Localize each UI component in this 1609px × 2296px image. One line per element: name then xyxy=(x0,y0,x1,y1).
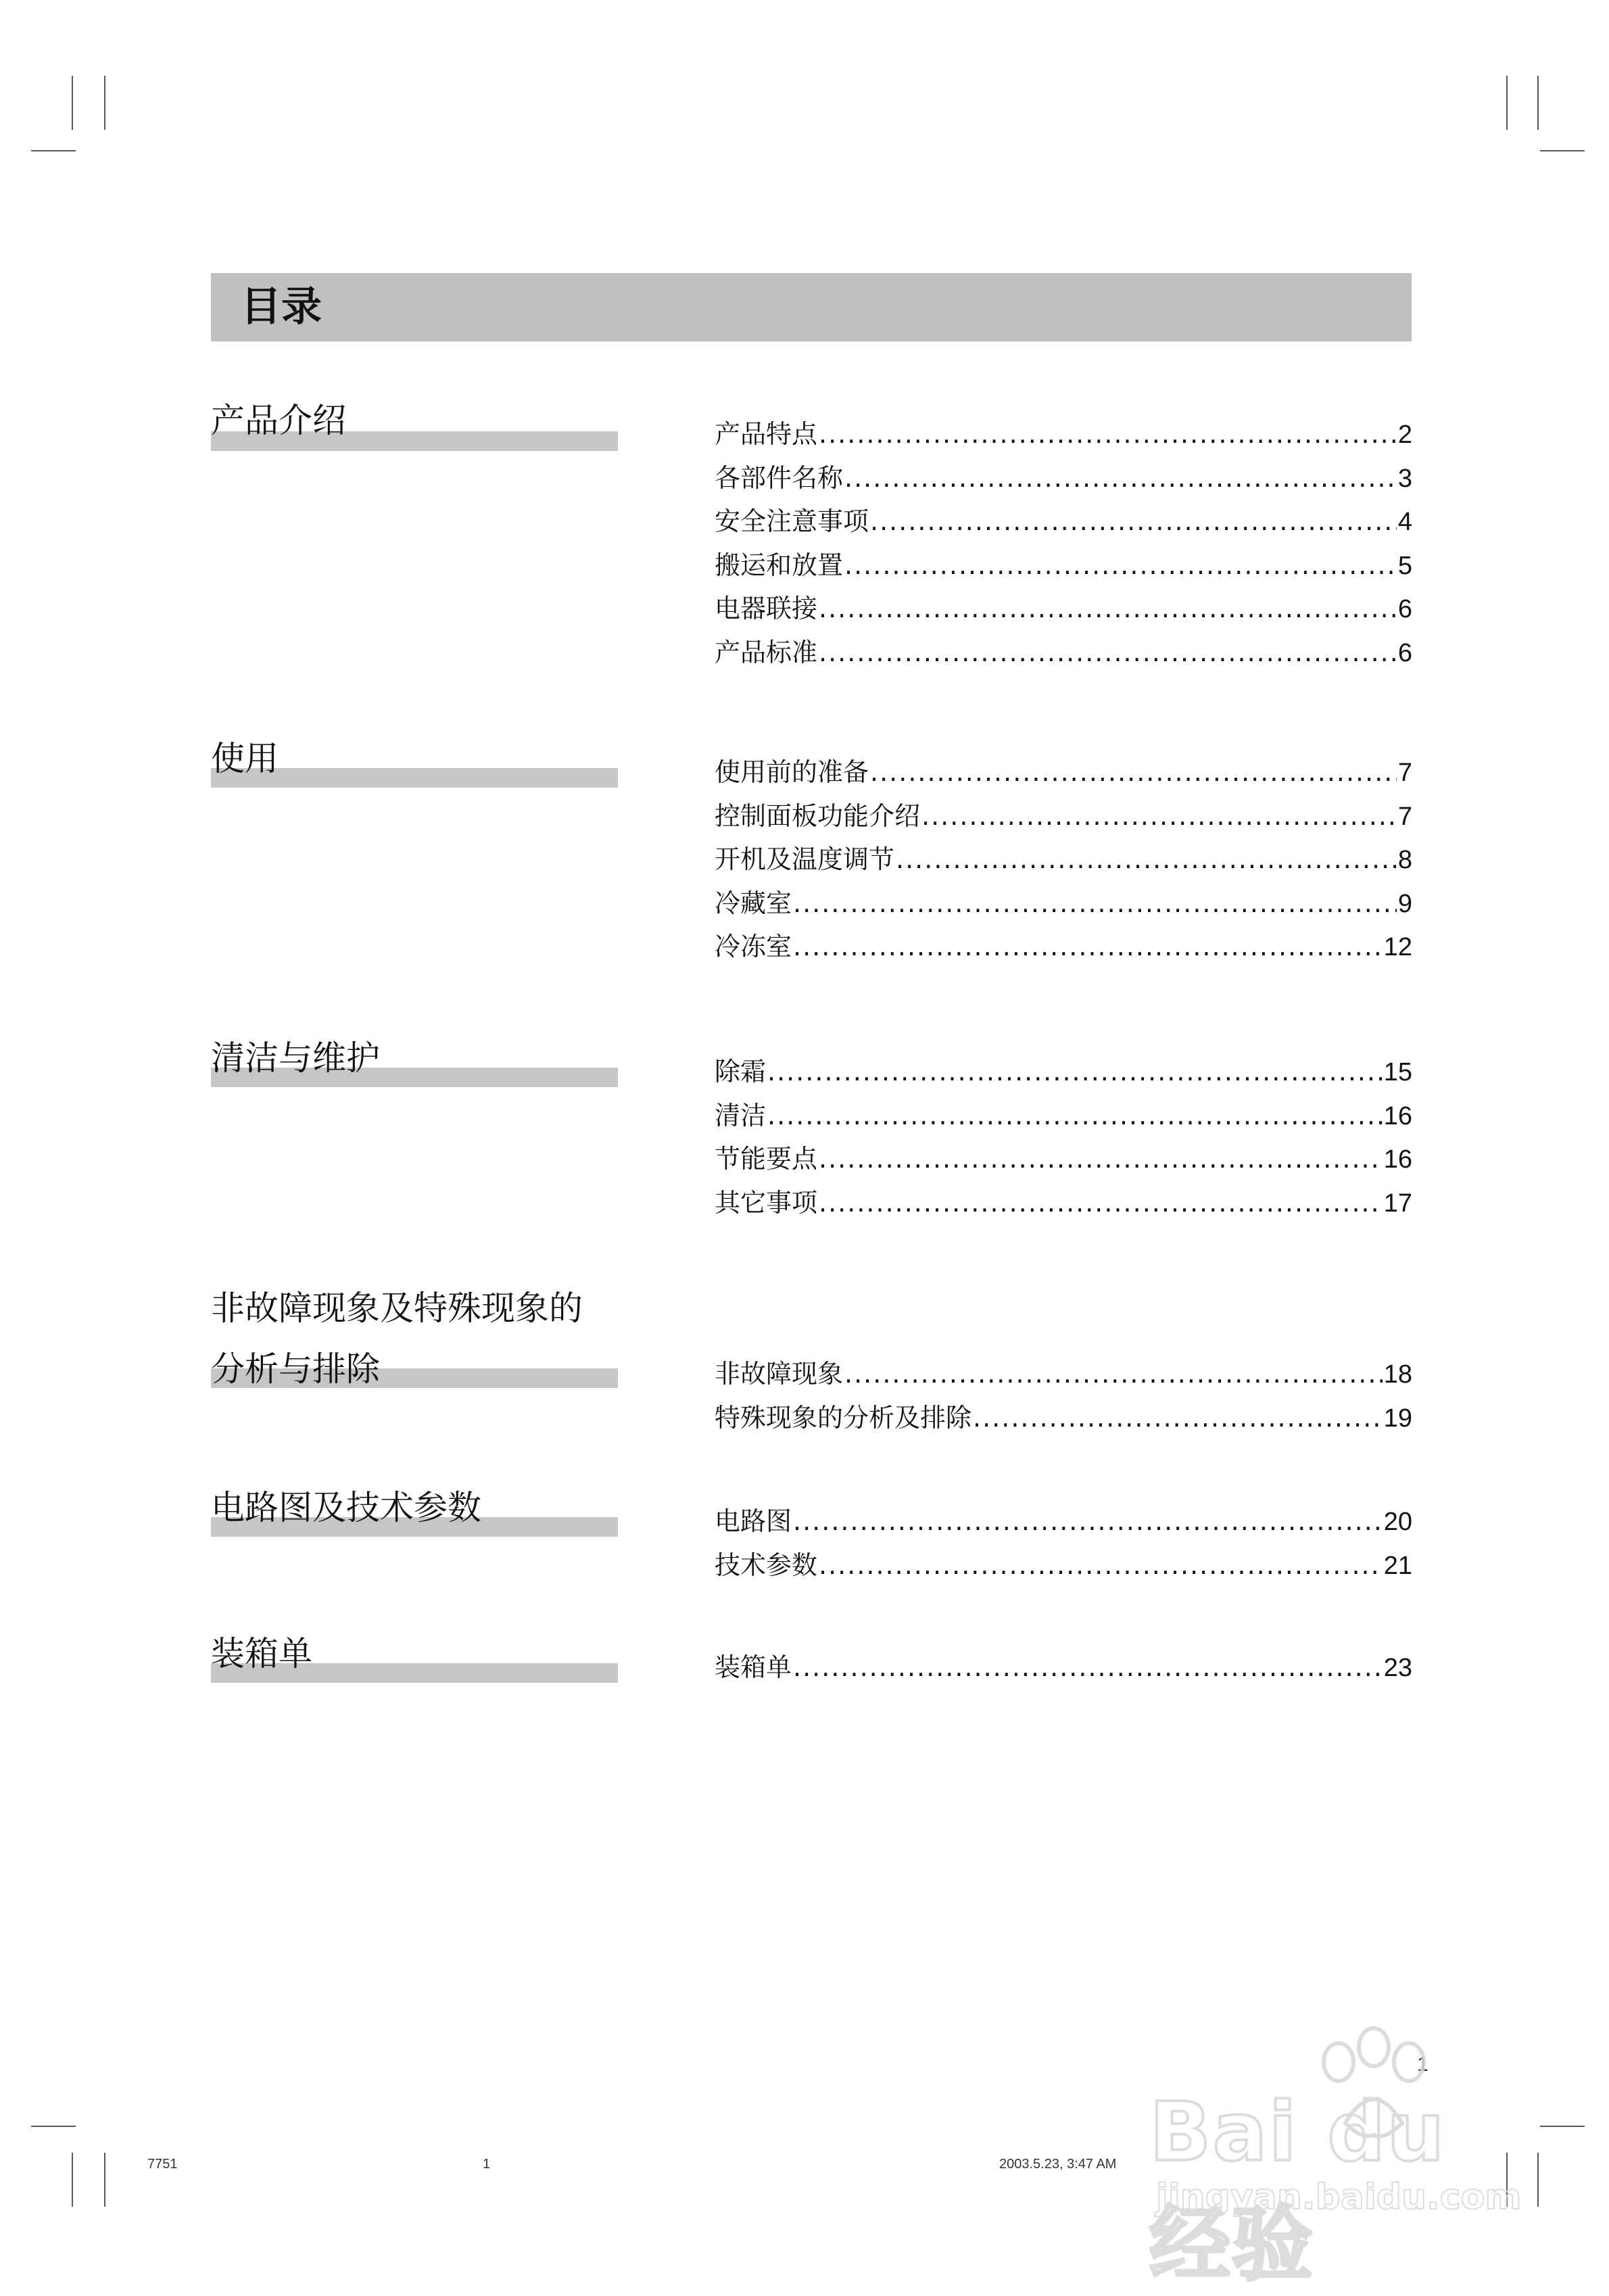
entry-page: 6 xyxy=(1397,595,1412,623)
dot-leader xyxy=(870,750,1397,794)
dot-leader xyxy=(844,456,1397,500)
entry-label: 产品特点 xyxy=(715,419,818,449)
entry-label: 控制面板功能介绍 xyxy=(715,800,921,831)
entry-label: 开机及温度调节 xyxy=(715,844,895,874)
entry-label: 使用前的准备 xyxy=(715,757,869,787)
toc-entry[interactable] xyxy=(715,750,1412,794)
entry-page: 3 xyxy=(1397,464,1412,493)
entry-label: 其它事项 xyxy=(715,1187,818,1218)
page-number: 1 xyxy=(1417,2053,1428,2076)
footer-sheet-number: 1 xyxy=(483,2157,491,2172)
entry-label: 冷冻室 xyxy=(715,932,792,961)
dot-leader xyxy=(819,1137,1383,1180)
entry-page: 4 xyxy=(1397,508,1412,536)
entry-page: 8 xyxy=(1397,846,1412,874)
toc-entry[interactable] xyxy=(715,631,1412,675)
entry-page: 2 xyxy=(1397,421,1412,449)
section-title: 使用 xyxy=(211,739,279,778)
entry-label: 搬运和放置 xyxy=(715,550,844,580)
entry-label: 电路图 xyxy=(715,1506,792,1536)
entry-page: 20 xyxy=(1383,1508,1412,1536)
toc-entries xyxy=(715,1500,1412,1587)
dot-leader xyxy=(819,631,1397,674)
crop-mark xyxy=(72,2153,73,2207)
toc-entries xyxy=(715,750,1412,969)
toc-entry[interactable] xyxy=(715,412,1412,456)
entry-page: 15 xyxy=(1383,1058,1412,1086)
entry-page: 21 xyxy=(1383,1551,1412,1580)
entry-label: 除霜 xyxy=(715,1057,767,1086)
toc-entries xyxy=(715,412,1412,674)
toc-entry[interactable] xyxy=(715,1352,1412,1396)
toc-entry[interactable] xyxy=(715,1094,1412,1138)
entry-label: 各部件名称 xyxy=(715,462,844,493)
entry-page: 18 xyxy=(1383,1360,1412,1389)
crop-mark xyxy=(104,2153,105,2207)
page-title: 目录 xyxy=(241,283,322,331)
dot-leader xyxy=(870,500,1397,543)
section-title: 非故障现象及特殊现象的 分析与排除 xyxy=(211,1289,583,1389)
entry-page: 5 xyxy=(1397,551,1412,580)
section-title: 装箱单 xyxy=(211,1634,312,1673)
dot-leader xyxy=(819,1181,1383,1224)
crop-mark xyxy=(1537,76,1539,130)
toc-entry[interactable] xyxy=(715,1646,1412,1690)
entry-page: 16 xyxy=(1383,1101,1412,1130)
dot-leader xyxy=(819,587,1397,630)
toc-entry[interactable] xyxy=(715,587,1412,631)
toc-entry[interactable] xyxy=(715,544,1412,588)
dot-leader xyxy=(819,412,1397,456)
entry-label: 特殊现象的分析及排除 xyxy=(715,1402,972,1433)
entry-label: 产品标准 xyxy=(715,637,818,667)
watermark-url: jingyan.baidu.com xyxy=(1156,2177,1522,2218)
footer-job-code: 7751 xyxy=(147,2157,178,2172)
toc-entries xyxy=(715,1646,1412,1690)
toc-entry[interactable] xyxy=(715,1137,1412,1181)
entry-label: 电器联接 xyxy=(715,594,818,623)
toc-entry[interactable] xyxy=(715,794,1412,838)
toc-entries xyxy=(715,1352,1412,1439)
entry-label: 冷藏室 xyxy=(715,888,792,918)
dot-leader xyxy=(793,1500,1383,1543)
dot-leader xyxy=(767,1094,1383,1137)
entry-page: 16 xyxy=(1383,1145,1412,1174)
toc-entry[interactable] xyxy=(715,1544,1412,1587)
dot-leader xyxy=(767,1050,1383,1093)
toc-entry[interactable] xyxy=(715,882,1412,926)
entry-page: 12 xyxy=(1383,933,1412,961)
crop-mark xyxy=(1540,150,1585,151)
dot-leader xyxy=(793,882,1397,925)
entry-page: 9 xyxy=(1397,889,1412,918)
crop-mark xyxy=(31,2126,76,2127)
dot-leader xyxy=(844,544,1397,587)
dot-leader xyxy=(793,1646,1383,1689)
dot-leader xyxy=(793,925,1383,968)
entry-label: 清洁 xyxy=(715,1100,767,1130)
crop-mark xyxy=(31,150,76,151)
dot-leader xyxy=(973,1396,1383,1439)
crop-mark xyxy=(72,76,73,130)
toc-entries xyxy=(715,1050,1412,1224)
crop-mark xyxy=(1506,76,1508,130)
dot-leader xyxy=(896,838,1397,881)
entry-page: 23 xyxy=(1383,1654,1412,1682)
entry-label: 非故障现象 xyxy=(715,1359,844,1389)
toc-entry[interactable] xyxy=(715,838,1412,882)
entry-label: 安全注意事项 xyxy=(715,506,869,536)
dot-leader xyxy=(921,794,1397,838)
section-title: 产品介绍 xyxy=(211,401,346,440)
entry-label: 装箱单 xyxy=(715,1652,792,1682)
toc-entry[interactable] xyxy=(715,1050,1412,1094)
entry-page: 6 xyxy=(1397,638,1412,667)
toc-entry[interactable] xyxy=(715,1500,1412,1544)
entry-page: 7 xyxy=(1397,802,1412,831)
section-title: 清洁与维护 xyxy=(211,1038,380,1078)
baidu-watermark xyxy=(1095,2022,1555,2292)
entry-page: 19 xyxy=(1383,1404,1412,1433)
toc-entry[interactable] xyxy=(715,456,1412,500)
toc-title-bar xyxy=(211,273,1412,341)
entry-label: 节能要点 xyxy=(715,1144,818,1174)
entry-page: 7 xyxy=(1397,759,1412,787)
footer-timestamp: 2003.5.23, 3:47 AM xyxy=(999,2157,1117,2172)
toc-entry[interactable] xyxy=(715,925,1412,969)
toc-entry[interactable] xyxy=(715,1181,1412,1225)
toc-entry[interactable] xyxy=(715,500,1412,544)
dot-leader xyxy=(819,1544,1383,1587)
section-title: 电路图及技术参数 xyxy=(211,1488,481,1527)
entry-page: 17 xyxy=(1383,1189,1412,1218)
dot-leader xyxy=(844,1352,1383,1395)
entry-label: 技术参数 xyxy=(715,1550,818,1580)
toc-entry[interactable] xyxy=(715,1396,1412,1440)
crop-mark xyxy=(104,76,105,130)
watermark-brand: Bai du 经验 xyxy=(1149,2086,1446,2292)
